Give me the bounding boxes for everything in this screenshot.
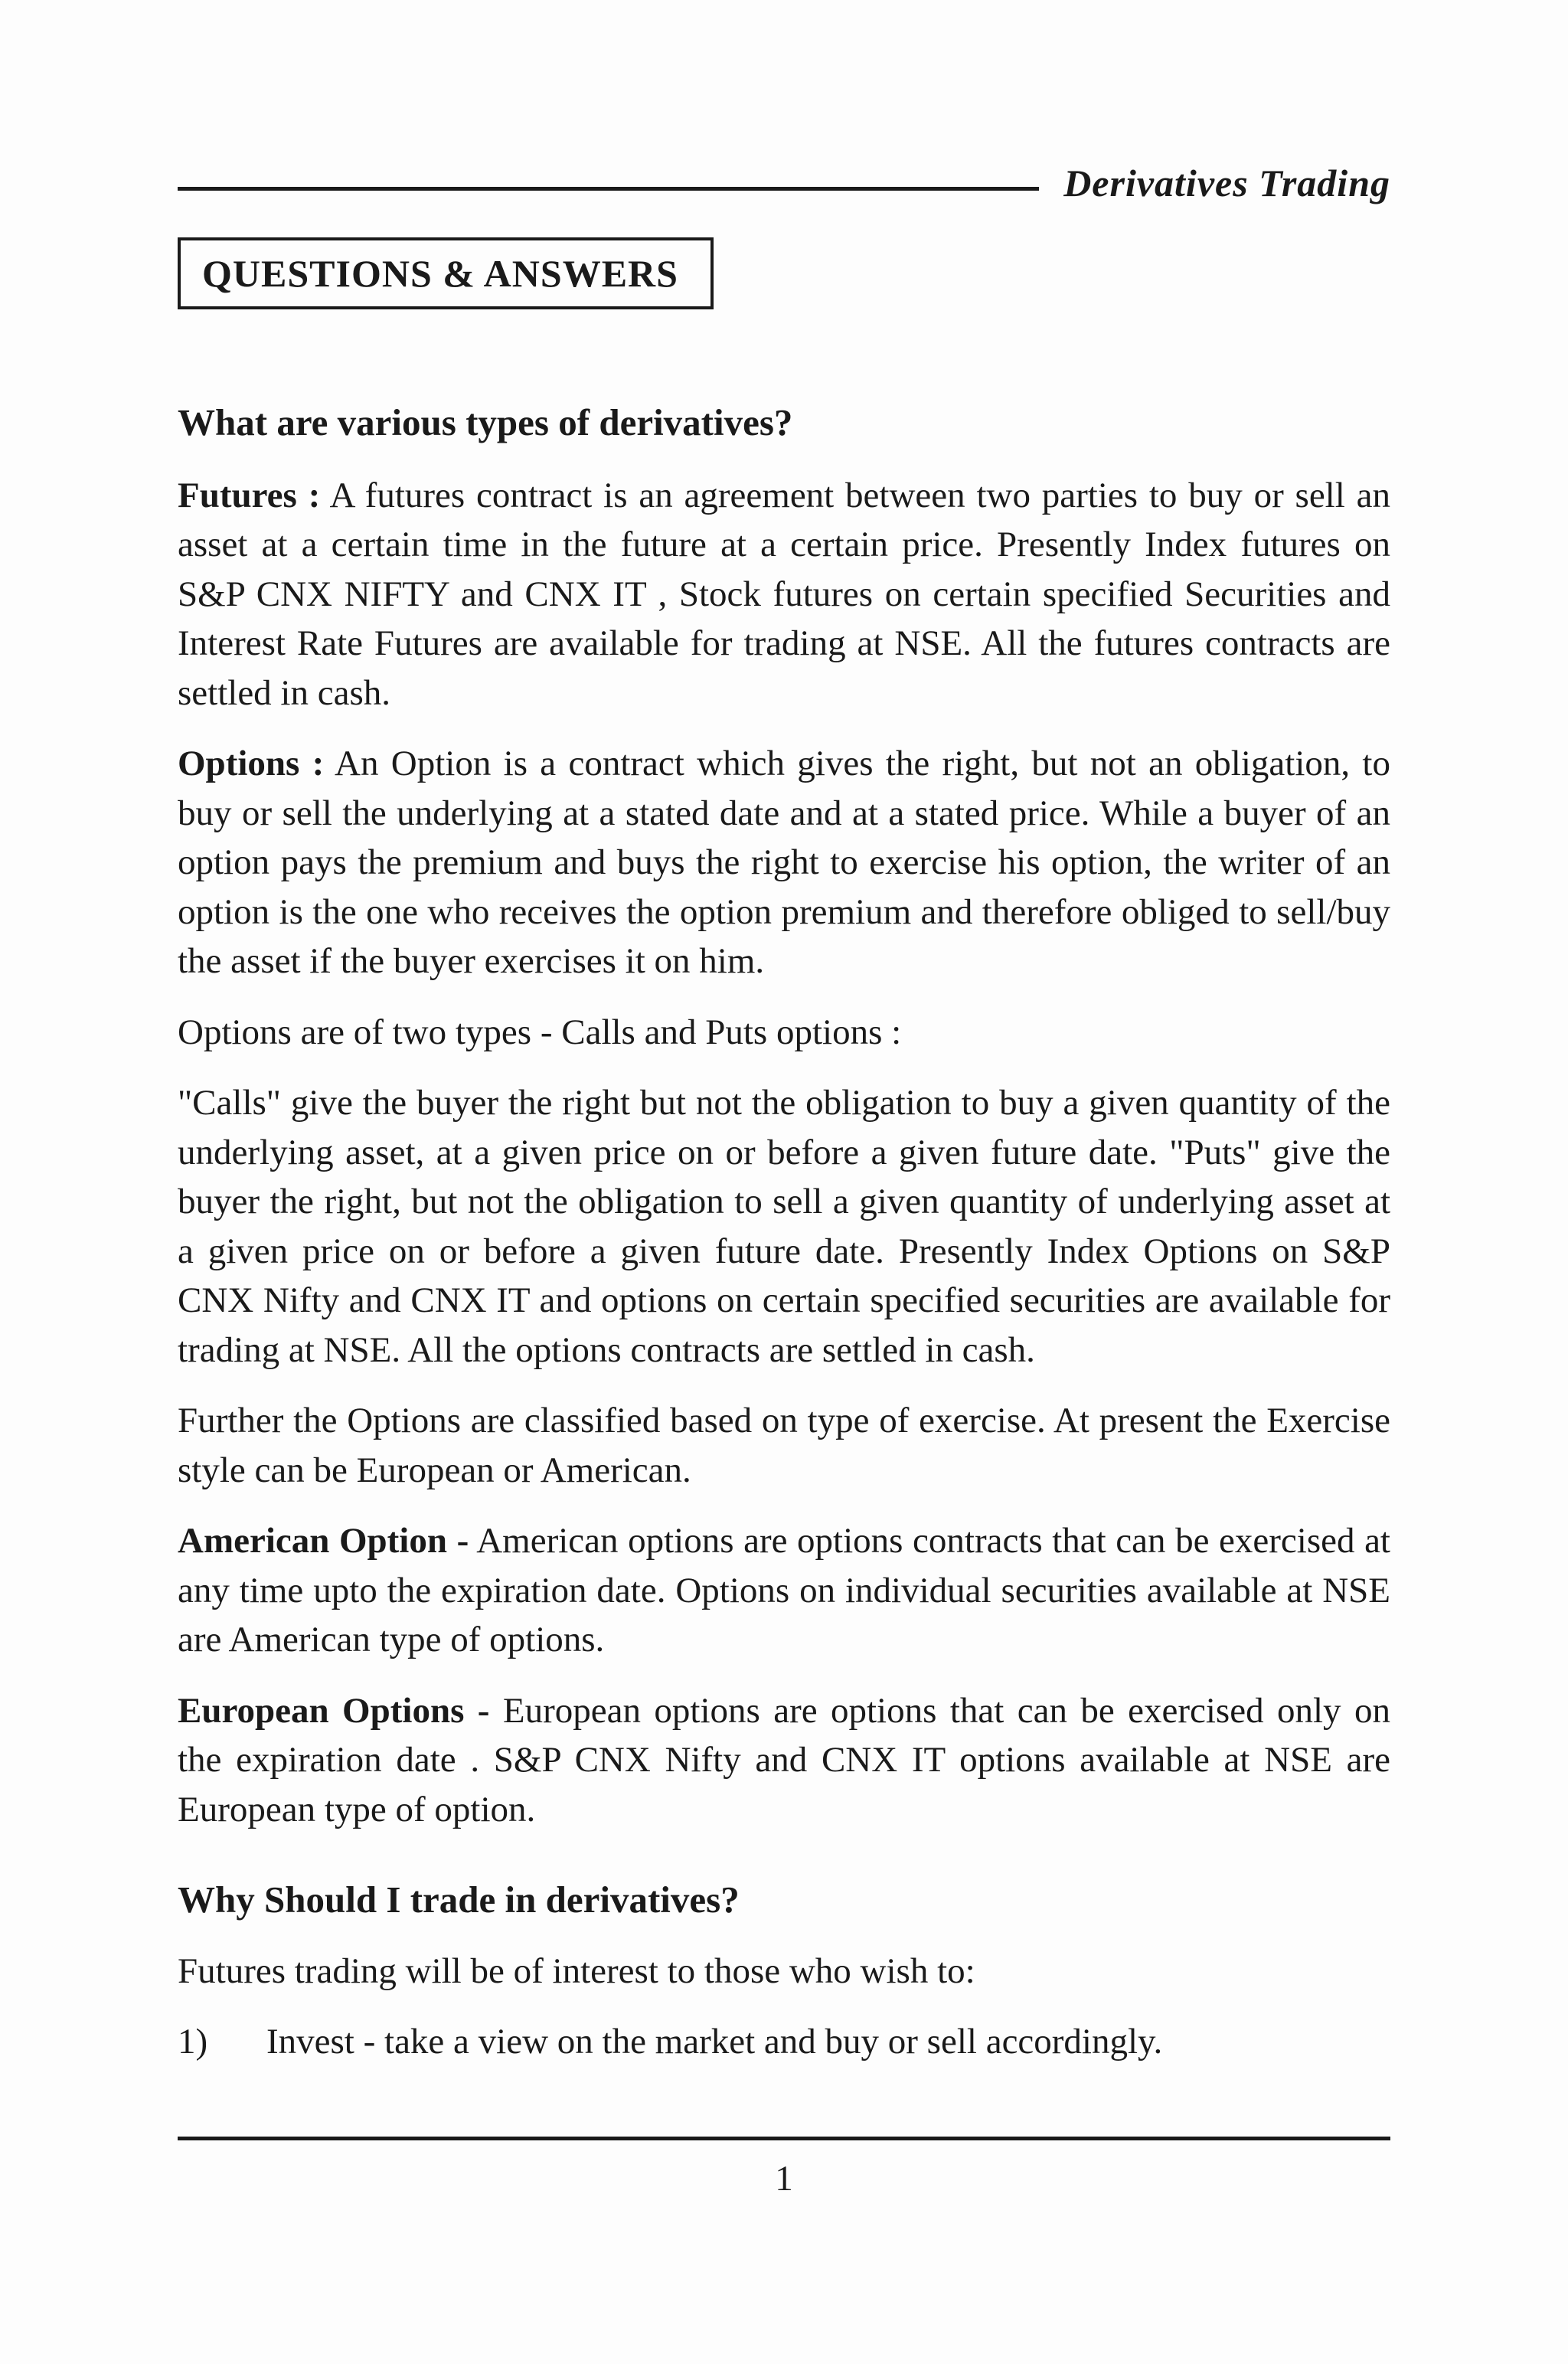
term-options: Options :	[178, 744, 325, 783]
paragraph-futures	[178, 471, 1390, 718]
paragraph-options	[178, 739, 1390, 986]
options-definition: An Option is a contract which gives the right, but not an obligation, to buy or sell the underlying at a stated date and at a stated price. While a buyer of an option pays the premium and buys the right to exercise his option, the writer of an option is the one who receives the option premium and therefore obliged to sell/buy the asset if the buyer exercises it on him.	[178, 744, 1390, 981]
paragraph-european-options	[178, 1686, 1390, 1835]
futures-definition: A futures contract is an agreement between two parties to buy or sell an asset at a certain time in the future at a certain price. Presently Index futures on S&P CNX NIFTY and CNX IT , Stock futures on certain specified Securities and Interest Rate Futures are available for trading at NSE. All the futures contracts are settled in cash.	[178, 475, 1390, 713]
paragraph-futures-interest: Futures trading will be of interest to those who wish to:	[178, 1950, 975, 1991]
section-title-box	[178, 237, 714, 309]
term-american-option: American Option -	[178, 1521, 469, 1561]
list-item-number: 1)	[178, 2022, 208, 2062]
paragraph-option-types: Options are of two types - Calls and Puts options :	[178, 1012, 902, 1052]
footer-rule	[178, 2137, 1390, 2140]
question-why-trade-derivatives: Why Should I trade in derivatives?	[178, 1878, 740, 1921]
page-content	[178, 398, 1390, 2067]
running-header	[178, 161, 1390, 214]
list-item-text: Invest - take a view on the market and buy or sell accordingly.	[266, 2022, 1163, 2062]
term-futures: Futures :	[178, 475, 321, 515]
section-title: QUESTIONS & ANSWERS	[202, 252, 678, 295]
european-options-definition: European options are options that can be exercised only on the expiration date . S&P CNX Nifty and CNX IT options available at NSE are European type of option.	[178, 1690, 1390, 1829]
paragraph-american-option	[178, 1516, 1390, 1665]
header-rule	[178, 187, 1039, 191]
question-types-of-derivatives: What are various types of derivatives?	[178, 401, 793, 443]
paragraph-calls-puts: "Calls" give the buyer the right but not the obligation to buy a given quantity of the underlying asset, at a given price on or before a given future date. "Puts" give the buyer the right, but not the obligation to sell a given quantity of underlying asset at a given price on or before a given future date. Presently Index Options on S&P CNX Nifty and CNX IT and options on certain specified securities are available for trading at NSE. All the options contracts are settled in cash.	[178, 1083, 1390, 1370]
header-title: Derivatives Trading	[1063, 162, 1390, 204]
american-option-definition: American options are options contracts that can be exercised at any time upto the expiration date. Options on individual securities available at NSE are American type of options.	[178, 1521, 1390, 1659]
term-european-options: European Options -	[178, 1690, 490, 1731]
paragraph-exercise-style: Further the Options are classified based on type of exercise. At present the Exercise style can be European or American.	[178, 1401, 1390, 1490]
page-number: 1	[775, 2159, 793, 2199]
list-item	[178, 2017, 1390, 2067]
